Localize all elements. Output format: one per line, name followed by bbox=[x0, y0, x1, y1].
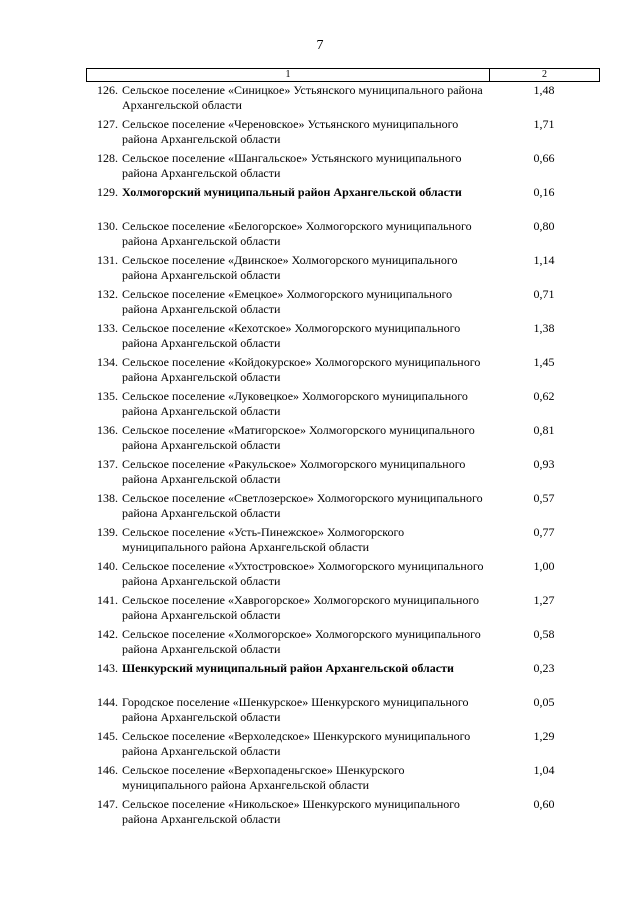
table-row bbox=[86, 490, 600, 524]
row-value: 0,16 bbox=[533, 185, 555, 199]
table-row bbox=[86, 218, 600, 252]
row-name: Сельское поселение «Верхоледское» Шенкурского муниципального района Архангельской области bbox=[122, 729, 471, 758]
row-value: 0,57 bbox=[533, 491, 555, 505]
row-number: 141. bbox=[97, 593, 118, 607]
row-number: 147. bbox=[97, 797, 118, 811]
row-value: 1,14 bbox=[533, 253, 555, 267]
row-number: 128. bbox=[97, 151, 118, 165]
row-value: 1,38 bbox=[533, 321, 555, 335]
table-row bbox=[86, 116, 600, 150]
row-name: Сельское поселение «Ракульское» Холмогорского муниципального района Архангельской области bbox=[122, 457, 466, 486]
row-number: 142. bbox=[97, 627, 118, 641]
row-number: 135. bbox=[97, 389, 118, 403]
row-name: Сельское поселение «Ухтостровское» Холмогорского муниципального района Архангельской области bbox=[122, 559, 484, 588]
row-number: 145. bbox=[97, 729, 118, 743]
row-value: 1,27 bbox=[533, 593, 555, 607]
page-number: 7 bbox=[316, 38, 324, 53]
row-number: 140. bbox=[97, 559, 118, 573]
table-row bbox=[86, 286, 600, 320]
row-number: 133. bbox=[97, 321, 118, 335]
row-name: Сельское поселение «Койдокурское» Холмогорского муниципального района Архангельской области bbox=[122, 355, 481, 384]
row-number: 129. bbox=[97, 185, 118, 199]
row-number: 136. bbox=[97, 423, 118, 437]
row-name: Сельское поселение «Хаврогорское» Холмогорского муниципального района Архангельской области bbox=[122, 593, 480, 622]
row-name: Сельское поселение «Никольское» Шенкурского муниципального района Архангельской области bbox=[122, 797, 460, 826]
row-number: 137. bbox=[97, 457, 118, 471]
table-row bbox=[86, 456, 600, 490]
table-row bbox=[86, 82, 600, 116]
row-value: 0,81 bbox=[533, 423, 555, 437]
row-name: Холмогорский муниципальный район Архангельской области bbox=[122, 185, 462, 199]
table-row bbox=[86, 728, 600, 762]
table-body bbox=[86, 82, 600, 830]
table-row bbox=[86, 320, 600, 354]
row-value: 0,23 bbox=[533, 661, 555, 675]
row-name: Сельское поселение «Синицкое» Устьянского муниципального района Архангельской области bbox=[122, 83, 483, 112]
table-row bbox=[86, 796, 600, 830]
table-row bbox=[86, 252, 600, 286]
row-value: 1,45 bbox=[533, 355, 555, 369]
row-name: Сельское поселение «Череновское» Устьянского муниципального района Архангельской области bbox=[122, 117, 459, 146]
row-name: Сельское поселение «Шангальское» Устьянского муниципального района Архангельской области bbox=[122, 151, 462, 180]
table-row bbox=[86, 524, 600, 558]
row-value: 0,77 bbox=[533, 525, 555, 539]
row-name: Городское поселение «Шенкурское» Шенкурского муниципального района Архангельской области bbox=[122, 695, 469, 724]
table-row bbox=[86, 592, 600, 626]
row-name: Сельское поселение «Белогорское» Холмогорского муниципального района Архангельской области bbox=[122, 219, 472, 248]
row-number: 143. bbox=[97, 661, 118, 675]
row-name: Сельское поселение «Верхопаденьгское» Шенкурского муниципального района Архангельской области bbox=[122, 763, 405, 792]
row-number: 126. bbox=[97, 83, 118, 97]
row-name: Сельское поселение «Матигорское» Холмогорского муниципального района Архангельской области bbox=[122, 423, 475, 452]
row-number: 144. bbox=[97, 695, 118, 709]
row-number: 130. bbox=[97, 219, 118, 233]
row-name: Сельское поселение «Светлозерское» Холмогорского муниципального района Архангельской области bbox=[122, 491, 483, 520]
table-row bbox=[86, 626, 600, 660]
row-name: Сельское поселение «Холмогорское» Холмогорского муниципального района Архангельской области bbox=[122, 627, 481, 656]
row-number: 132. bbox=[97, 287, 118, 301]
row-value: 1,04 bbox=[533, 763, 555, 777]
row-value: 0,71 bbox=[533, 287, 555, 301]
row-name: Сельское поселение «Емецкое» Холмогорского муниципального района Архангельской области bbox=[122, 287, 453, 316]
table-row bbox=[86, 184, 600, 218]
row-number: 146. bbox=[97, 763, 118, 777]
row-value: 1,71 bbox=[533, 117, 555, 131]
table-header bbox=[86, 68, 600, 82]
row-name: Сельское поселение «Кехотское» Холмогорского муниципального района Архангельской области bbox=[122, 321, 461, 350]
row-value: 0,80 bbox=[533, 219, 555, 233]
table-row bbox=[86, 150, 600, 184]
row-name: Сельское поселение «Луковецкое» Холмогорского муниципального района Архангельской области bbox=[122, 389, 468, 418]
row-value: 0,62 bbox=[533, 389, 555, 403]
row-number: 134. bbox=[97, 355, 118, 369]
table-row bbox=[86, 694, 600, 728]
row-value: 0,60 bbox=[533, 797, 555, 811]
row-value: 1,00 bbox=[533, 559, 555, 573]
row-name: Сельское поселение «Двинское» Холмогорского муниципального района Архангельской области bbox=[122, 253, 458, 282]
table-row bbox=[86, 660, 600, 694]
table-row bbox=[86, 558, 600, 592]
table-row bbox=[86, 762, 600, 796]
table-row bbox=[86, 422, 600, 456]
row-value: 1,48 bbox=[533, 83, 555, 97]
row-value: 1,29 bbox=[533, 729, 555, 743]
table-row bbox=[86, 354, 600, 388]
row-value: 0,93 bbox=[533, 457, 555, 471]
row-value: 0,66 bbox=[533, 151, 555, 165]
row-number: 131. bbox=[97, 253, 118, 267]
row-value: 0,58 bbox=[533, 627, 555, 641]
row-number: 138. bbox=[97, 491, 118, 505]
row-name: Шенкурский муниципальный район Архангельской области bbox=[122, 661, 454, 675]
row-value: 0,05 bbox=[533, 695, 555, 709]
row-name: Сельское поселение «Усть-Пинежское» Холмогорского муниципального района Архангельской области bbox=[122, 525, 405, 554]
row-number: 127. bbox=[97, 117, 118, 131]
header-col-1: 1 bbox=[87, 69, 490, 81]
header-col-2: 2 bbox=[542, 69, 547, 80]
row-number: 139. bbox=[97, 525, 118, 539]
table-row bbox=[86, 388, 600, 422]
